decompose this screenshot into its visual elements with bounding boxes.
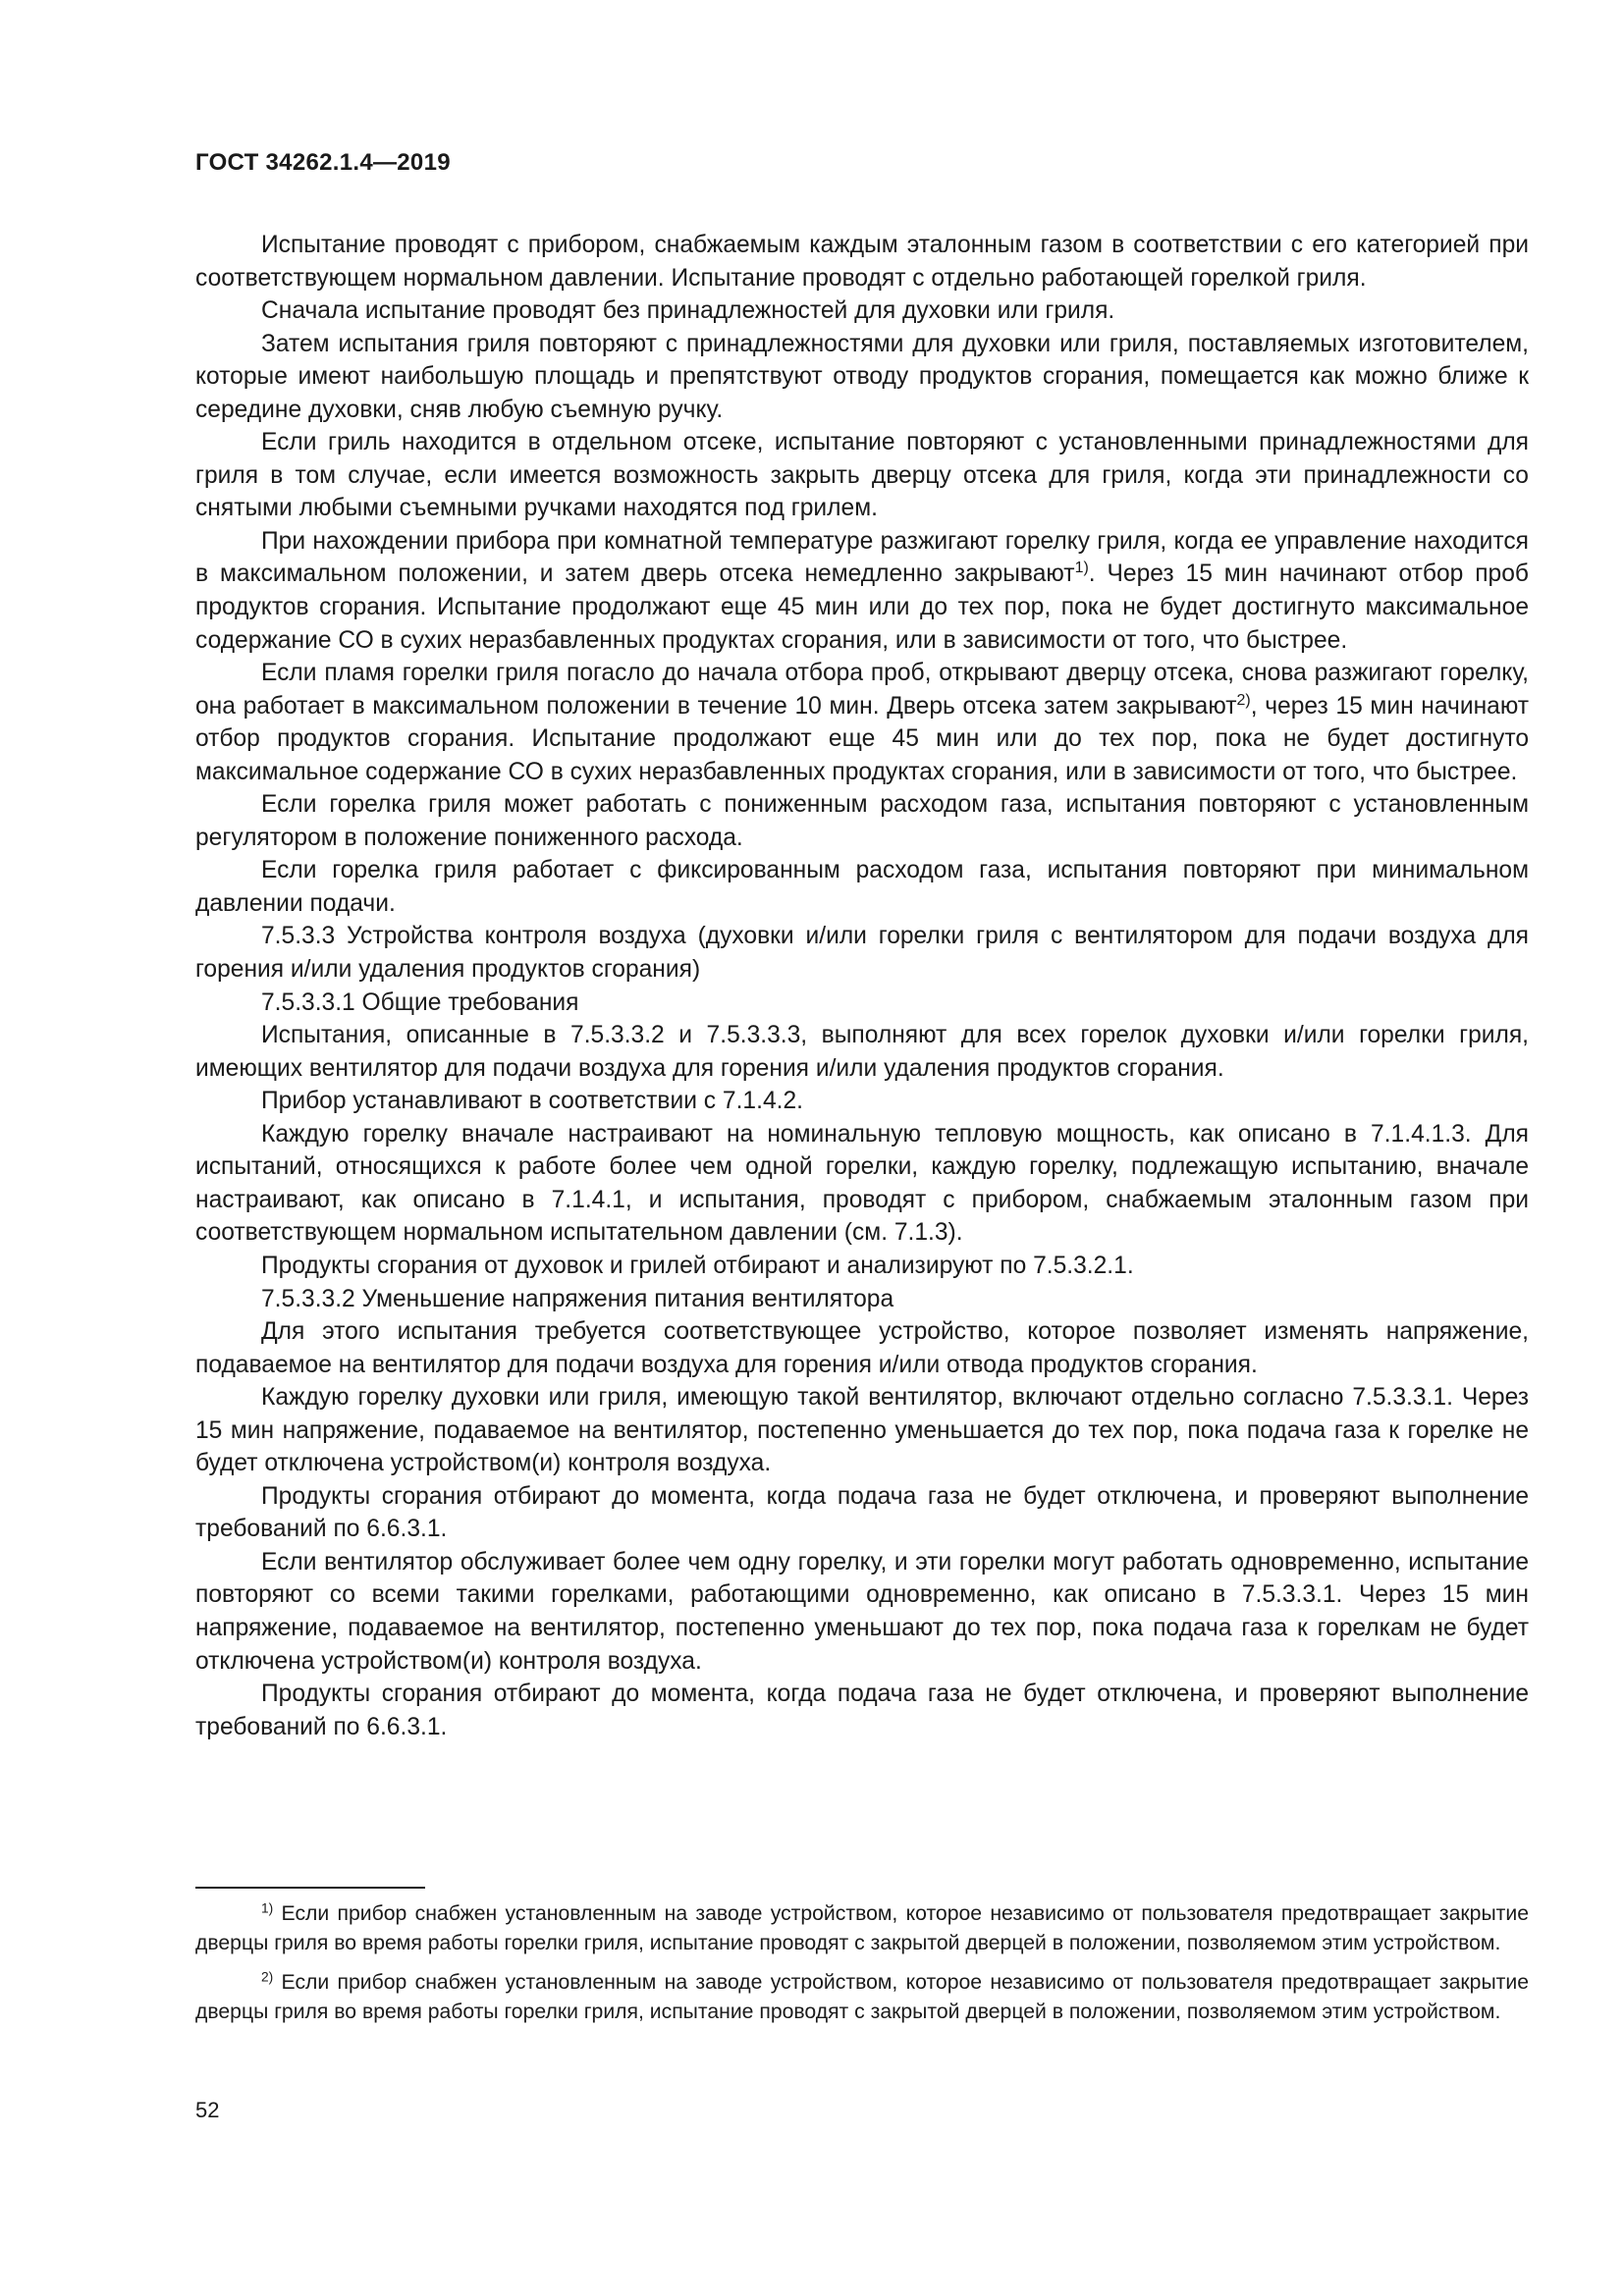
paragraph: Если горелка гриля может работать с пониженным расходом газа, испытания повторяют с установленным регулятором в положение пониженного расхода.	[195, 791, 1529, 851]
footnote-reference: 1)	[1074, 560, 1089, 577]
paragraph-text: , через 15 мин начинают отбор продуктов сгорания. Испытание продолжают еще 45 мин или до тех пор, пока не будет достигнуто максимальное содержание СО в сухих неразбавленных продуктах сгорания, или в зависимости от того, что быстрее.	[195, 692, 1529, 785]
paragraph: Испытание проводят с прибором, снабжаемым каждым эталонным газом в соответствии с его категорией при соответствующем нормальном давлении. Испытание проводят с отдельно работающей горелкой гриля.	[195, 232, 1529, 292]
paragraph: Если гриль находится в отдельном отсеке, испытание повторяют с установленными принадлежностями для гриля в том случае, если имеется возможность закрыть дверцу отсека для гриля, когда эти принадлежности со снятыми любыми съемными ручками находятся под грилем.	[195, 429, 1529, 522]
paragraph: Каждую горелку вначале настраивают на номинальную тепловую мощность, как описано в 7.1.4.1.3. Для испытаний, относящихся к работе более чем одной горелки, каждую горелку, подлежащую испытанию, вначале настраивают, как описано в 7.1.4.1, и испытания, проводят с прибором, снабжаемым эталонным газом при соответствующем нормальном испытательном давлении (см. 7.1.3).	[195, 1120, 1529, 1247]
paragraph: Каждую горелку духовки или гриля, имеющую такой вентилятор, включают отдельно согласно 7.5.3.3.1. Через 15 мин напряжение, подаваемое на вентилятор, постепенно уменьшается до тех пор, пока подача газа к горелке не будет отключена устройством(и) контроля воздуха.	[195, 1384, 1529, 1477]
footnote	[195, 1968, 1529, 2026]
paragraph-text: Если пламя горелки гриля погасло до начала отбора проб, открывают дверцу отсека, снова разжигают горелку, она работает в максимальном положении в течение 10 мин. Дверь отсека затем закрывают	[195, 660, 1529, 720]
paragraph: Сначала испытание проводят без принадлежностей для духовки или гриля.	[261, 297, 1115, 325]
paragraph: Продукты сгорания отбирают до момента, когда подача газа не будет отключена, и проверяют выполнение требований по 6.6.3.1.	[195, 1482, 1529, 1543]
footnote-text: Если прибор снабжен установленным на заводе устройством, которое независимо от пользователя предотвращает закрытие дверцы гриля во время работы горелки гриля, испытание проводят с закрытой дверцей в положении, позволяемом этим устройством.	[195, 1902, 1529, 1954]
paragraph	[195, 525, 1529, 657]
footnote-text: Если прибор снабжен установленным на заводе устройством, которое независимо от пользователя предотвращает закрытие дверцы гриля во время работы горелки гриля, испытание проводят с закрытой дверцей в положении, позволяемом этим устройством.	[195, 1971, 1529, 2023]
paragraph: Для этого испытания требуется соответствующее устройство, которое позволяет изменять напряжение, подаваемое на вентилятор для подачи воздуха для горения и/или отвода продуктов сгорания.	[195, 1318, 1529, 1378]
document-header: ГОСТ 34262.1.4—2019	[195, 149, 451, 176]
footnote-reference: 2)	[1236, 691, 1251, 709]
section-heading: 7.5.3.3.1 Общие требования	[261, 988, 579, 1016]
footnote-mark: 2)	[261, 1969, 274, 1985]
footnote-mark: 1)	[261, 1900, 274, 1916]
paragraph	[195, 657, 1529, 788]
paragraph-text: . Через 15 мин начинают отбор проб продуктов сгорания. Испытание продолжают еще 45 мин или до тех пор, пока не будет достигнуто максимальное содержание СО в сухих неразбавленных продуктах сгорания, или в зависимости от того, что быстрее.	[195, 561, 1529, 654]
paragraph: Если вентилятор обслуживает более чем одну горелку, и эти горелки могут работать одновременно, испытание повторяют со всеми такими горелками, работающими одновременно, как описано в 7.5.3.3.1. Через 15 мин напряжение, подаваемое на вентилятор, постепенно уменьшают до тех пор, пока подача газа к горелкам не будет отключена устройством(и) контроля воздуха.	[195, 1548, 1529, 1675]
paragraph-text: При нахождении прибора при комнатной температуре разжигают горелку гриля, когда ее управление находится в максимальном положении, и затем дверь отсека немедленно закрывают	[195, 527, 1529, 588]
paragraph: Если горелка гриля работает с фиксированным расходом газа, испытания повторяют при минимальном давлении подачи.	[195, 857, 1529, 917]
paragraph: Продукты сгорания от духовок и грилей отбирают и анализируют по 7.5.3.2.1.	[261, 1252, 1134, 1279]
footnotes	[195, 1899, 1529, 2037]
paragraph: Продукты сгорания отбирают до момента, когда подача газа не будет отключена, и проверяют выполнение требований по 6.6.3.1.	[195, 1681, 1529, 1740]
page-number: 52	[195, 2098, 220, 2122]
paragraph: Испытания, описанные в 7.5.3.3.2 и 7.5.3.3.3, выполняют для всех горелок духовки и/или горелки гриля, имеющих вентилятор для подачи воздуха для горения и/или удаления продуктов сгорания.	[195, 1022, 1529, 1082]
paragraph: Затем испытания гриля повторяют с принадлежностями для духовки или гриля, поставляемых изготовителем, которые имеют наибольшую площадь и препятствуют отводу продуктов сгорания, помещается как можно ближе к середине духовки, сняв любую съемную ручку.	[195, 330, 1529, 423]
main-text	[195, 229, 1529, 1743]
footnote-separator	[195, 1887, 425, 1889]
section-heading: 7.5.3.3 Устройства контроля воздуха (духовки и/или горелки гриля с вентилятором для подачи воздуха для горения и/или удаления продуктов сгорания)	[195, 923, 1529, 984]
footnote	[195, 1899, 1529, 1957]
section-heading: 7.5.3.3.2 Уменьшение напряжения питания вентилятора	[261, 1285, 894, 1312]
paragraph: Прибор устанавливают в соответствии с 7.1.4.2.	[261, 1088, 803, 1115]
